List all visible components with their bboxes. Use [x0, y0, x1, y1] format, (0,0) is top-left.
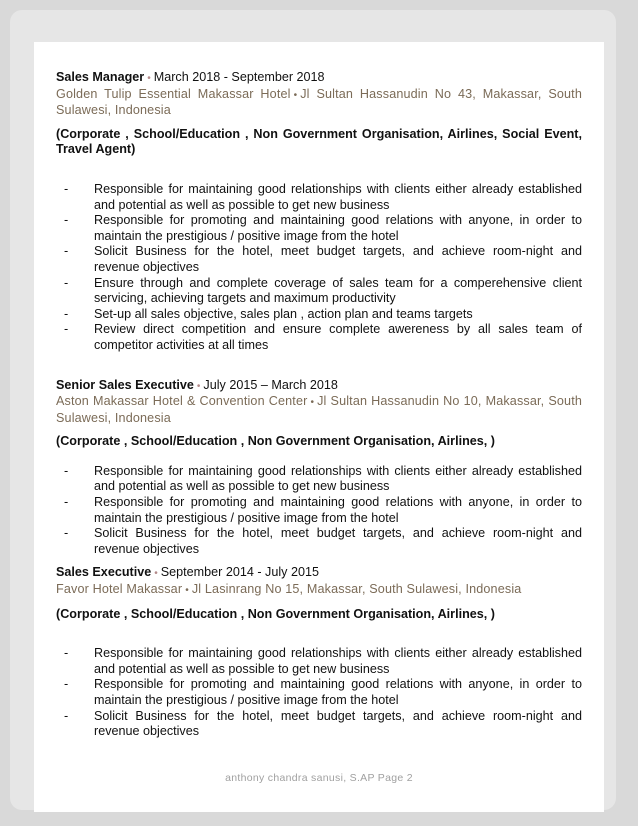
- employer-line: [56, 394, 582, 426]
- employer-name: Golden Tulip Essential Makassar Hotel: [56, 86, 291, 101]
- job-period: September 2014 - July 2015: [160, 565, 319, 580]
- duty-list: [56, 646, 582, 740]
- employer-address: Jl Sultan Hassanudin No 43, Makassar, South Sulawesi, Indonesia: [56, 86, 582, 118]
- resume-content: [56, 70, 582, 740]
- job-title: Senior Sales Executive: [56, 377, 194, 392]
- job-period: March 2018 - September 2018: [153, 70, 325, 84]
- separator-bullet: •: [293, 89, 298, 101]
- separator-bullet: •: [154, 568, 158, 580]
- duty-item: - Responsible for maintaining good relationships with clients either already established and potential as well as possible to get new business: [64, 646, 582, 676]
- job-sectors: (Corporate , School/Education , Non Government Organisation, Airlines, ): [56, 606, 495, 621]
- job-heading: [56, 378, 582, 395]
- duty-item: - Responsible for maintaining good relationships with clients either already established and potential as well as possible to get new business: [64, 463, 582, 494]
- job-entry-senior-sales-executive: [56, 378, 582, 558]
- duty-list: [56, 464, 582, 558]
- duty-item: - Responsible for maintaining good relationships with clients either already established and potential as well as possible to get new business: [64, 181, 582, 212]
- employer-address: Jl Lasinrang No 15, Makassar, South Sulawesi, Indonesia: [191, 582, 522, 597]
- separator-bullet: •: [310, 397, 315, 409]
- duty-item: - Solicit Business for the hotel, meet budget targets, and achieve room-night and revenue objectives: [64, 244, 582, 274]
- job-heading: [56, 565, 582, 582]
- footer-author: anthony chandra sanusi, S.AP: [225, 772, 375, 784]
- separator-bullet: •: [196, 380, 201, 392]
- job-sectors: (Corporate , School/Education , Non Government Organisation, Airlines, ): [56, 434, 495, 449]
- duty-item: - Ensure through and complete coverage of sales team for a comperehensive client servicing, achieving targets and maximum productivity: [64, 275, 582, 306]
- document-page: [34, 42, 604, 812]
- job-period: July 2015 – March 2018: [203, 377, 338, 392]
- duty-item: - Review direct competition and ensure complete awereness by all sales team of competitor activities at all times: [64, 322, 582, 352]
- job-title: Sales Manager: [56, 70, 145, 84]
- employer-name: Aston Makassar Hotel & Convention Center: [56, 394, 308, 409]
- job-title: Sales Executive: [56, 565, 152, 580]
- duty-item: - Solicit Business for the hotel, meet budget targets, and achieve room-night and revenue objectives: [64, 708, 582, 739]
- job-entry-sales-manager: [56, 70, 582, 354]
- duty-item: - Responsible for promoting and maintaining good relations with anyone, in order to maintain the prestigious / positive image from the hotel: [64, 495, 582, 525]
- page-footer: [34, 772, 604, 784]
- job-sectors: (Corporate , School/Education , Non Government Organisation, Airlines, Social Event, Travel Agent): [56, 126, 582, 157]
- duty-list: [56, 182, 582, 354]
- separator-bullet: •: [185, 585, 189, 597]
- employer-line: [56, 582, 582, 599]
- duty-item: - Responsible for promoting and maintaining good relations with anyone, in order to maintain the prestigious / positive image from the hotel: [64, 677, 582, 707]
- employer-name: Favor Hotel Makassar: [56, 582, 183, 597]
- duty-item: - Responsible for promoting and maintaining good relations with anyone, in order to maintain the prestigious / positive image from the hotel: [64, 213, 582, 243]
- employer-address: Jl Sultan Hassanudin No 10, Makassar, South Sulawesi, Indonesia: [56, 394, 582, 425]
- job-heading: [56, 70, 582, 87]
- employer-line: [56, 87, 582, 119]
- duty-item: - Solicit Business for the hotel, meet budget targets, and achieve room-night and revenue objectives: [64, 526, 582, 556]
- duty-item: - Set-up all sales objective, sales plan , action plan and teams targets: [64, 306, 473, 321]
- footer-page-number: Page 2: [377, 772, 413, 784]
- job-entry-sales-executive: [56, 565, 582, 739]
- separator-bullet: •: [147, 73, 151, 84]
